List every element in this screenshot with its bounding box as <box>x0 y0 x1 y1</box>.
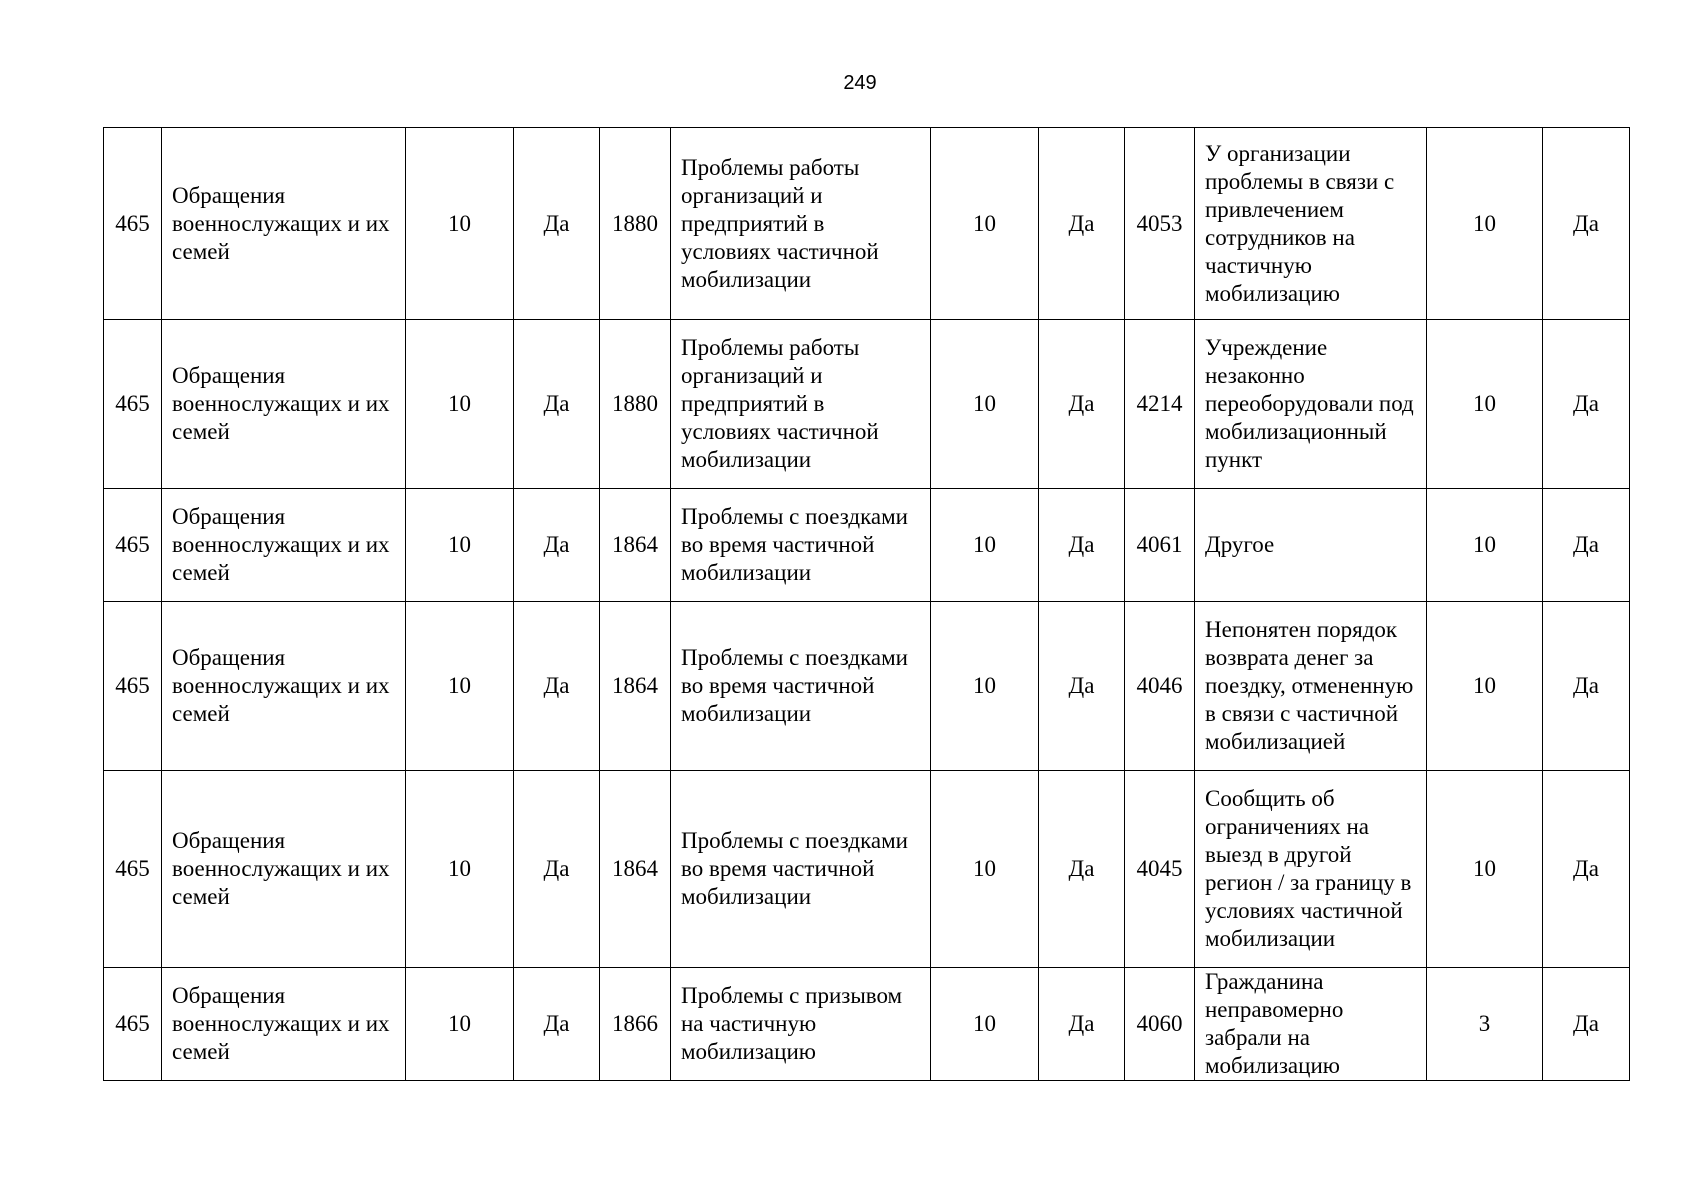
issue-code-cell: 4061 <box>1125 489 1195 602</box>
category-name-cell: Обращения военнослужащих и их семей <box>162 320 406 489</box>
subcategory-flag-cell: Да <box>1039 771 1125 968</box>
table-row <box>104 771 1630 968</box>
subcategory-flag-cell: Да <box>1039 602 1125 771</box>
subcategory-name-cell: Проблемы с поездками во время частичной мобилизации <box>671 771 931 968</box>
subcategory-score-cell: 10 <box>931 489 1039 602</box>
issue-name-cell: У организации проблемы в связи с привлечением сотрудников на частичную мобилизацию <box>1195 128 1427 320</box>
table-row <box>104 489 1630 602</box>
category-name-cell: Обращения военнослужащих и их семей <box>162 489 406 602</box>
table-row <box>104 320 1630 489</box>
issue-code-cell: 4214 <box>1125 320 1195 489</box>
page-number: 249 <box>843 72 877 94</box>
subcategory-code-cell: 1864 <box>600 771 671 968</box>
issue-score-cell: 10 <box>1427 320 1543 489</box>
category-code-cell: 465 <box>104 968 162 1081</box>
category-name-cell: Обращения военнослужащих и их семей <box>162 771 406 968</box>
category-code-cell: 465 <box>104 320 162 489</box>
issue-flag-cell: Да <box>1543 320 1630 489</box>
issue-flag-cell: Да <box>1543 128 1630 320</box>
issue-score-cell: 10 <box>1427 771 1543 968</box>
subcategory-score-cell: 10 <box>931 320 1039 489</box>
category-code-cell: 465 <box>104 771 162 968</box>
category-score-cell: 10 <box>406 771 514 968</box>
subcategory-name-cell: Проблемы с призывом на частичную мобилизацию <box>671 968 931 1081</box>
issue-name-cell: Непонятен порядок возврата денег за поездку, отмененную в связи с частичной мобилизацией <box>1195 602 1427 771</box>
subcategory-code-cell: 1864 <box>600 602 671 771</box>
issue-code-cell: 4060 <box>1125 968 1195 1081</box>
issue-flag-cell: Да <box>1543 602 1630 771</box>
subcategory-code-cell: 1866 <box>600 968 671 1081</box>
issue-score-cell: 10 <box>1427 128 1543 320</box>
subcategory-score-cell: 10 <box>931 968 1039 1081</box>
category-flag-cell: Да <box>514 128 600 320</box>
table-row <box>104 602 1630 771</box>
category-flag-cell: Да <box>514 489 600 602</box>
issue-flag-cell: Да <box>1543 968 1630 1081</box>
issue-code-cell: 4045 <box>1125 771 1195 968</box>
subcategory-name-cell: Проблемы с поездками во время частичной мобилизации <box>671 489 931 602</box>
issue-name-cell: Учреждение незаконно переоборудовали под мобилизационный пункт <box>1195 320 1427 489</box>
issue-score-cell: 3 <box>1427 968 1543 1081</box>
category-name-cell: Обращения военнослужащих и их семей <box>162 128 406 320</box>
category-name-cell: Обращения военнослужащих и их семей <box>162 602 406 771</box>
issue-score-cell: 10 <box>1427 602 1543 771</box>
category-code-cell: 465 <box>104 128 162 320</box>
category-score-cell: 10 <box>406 128 514 320</box>
subcategory-code-cell: 1880 <box>600 320 671 489</box>
issue-name-cell: Гражданина неправомерно забрали на мобилизацию <box>1195 968 1427 1081</box>
subcategory-name-cell: Проблемы работы организаций и предприятий в условиях частичной мобилизации <box>671 128 931 320</box>
category-flag-cell: Да <box>514 771 600 968</box>
subcategory-flag-cell: Да <box>1039 128 1125 320</box>
category-flag-cell: Да <box>514 602 600 771</box>
subcategory-flag-cell: Да <box>1039 968 1125 1081</box>
subcategory-flag-cell: Да <box>1039 320 1125 489</box>
issue-name-cell: Сообщить об ограничениях на выезд в другой регион / за границу в условиях частичной мобилизации <box>1195 771 1427 968</box>
category-score-cell: 10 <box>406 968 514 1081</box>
issue-code-cell: 4053 <box>1125 128 1195 320</box>
subcategory-name-cell: Проблемы с поездками во время частичной мобилизации <box>671 602 931 771</box>
subcategory-flag-cell: Да <box>1039 489 1125 602</box>
category-code-cell: 465 <box>104 602 162 771</box>
category-flag-cell: Да <box>514 968 600 1081</box>
subcategory-score-cell: 10 <box>931 771 1039 968</box>
issue-name-cell: Другое <box>1195 489 1427 602</box>
subcategory-name-cell: Проблемы работы организаций и предприятий в условиях частичной мобилизации <box>671 320 931 489</box>
table-row <box>104 968 1630 1081</box>
subcategory-code-cell: 1864 <box>600 489 671 602</box>
category-code-cell: 465 <box>104 489 162 602</box>
category-score-cell: 10 <box>406 320 514 489</box>
issue-code-cell: 4046 <box>1125 602 1195 771</box>
subcategory-code-cell: 1880 <box>600 128 671 320</box>
category-score-cell: 10 <box>406 602 514 771</box>
issue-flag-cell: Да <box>1543 771 1630 968</box>
issue-flag-cell: Да <box>1543 489 1630 602</box>
subcategory-score-cell: 10 <box>931 128 1039 320</box>
category-name-cell: Обращения военнослужащих и их семей <box>162 968 406 1081</box>
category-score-cell: 10 <box>406 489 514 602</box>
issue-score-cell: 10 <box>1427 489 1543 602</box>
category-flag-cell: Да <box>514 320 600 489</box>
subcategory-score-cell: 10 <box>931 602 1039 771</box>
table-row <box>104 128 1630 320</box>
classification-table <box>103 127 1630 1081</box>
